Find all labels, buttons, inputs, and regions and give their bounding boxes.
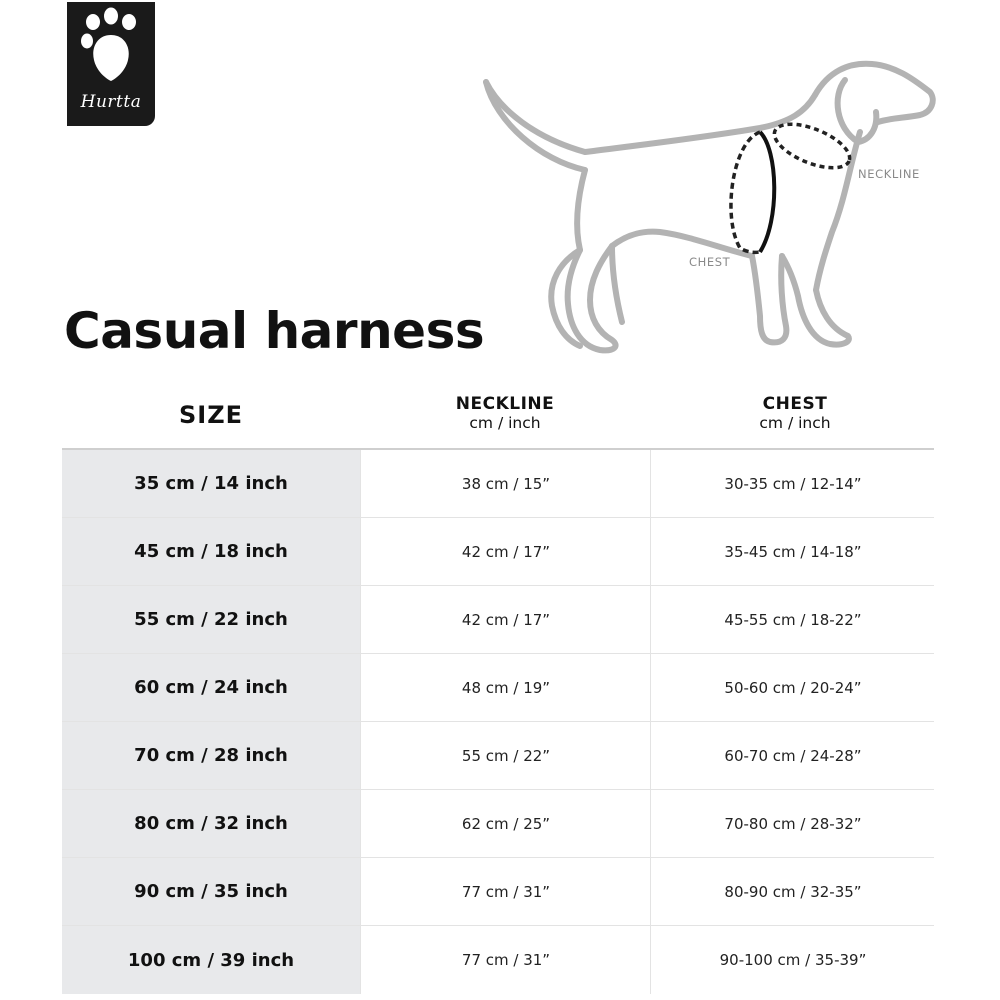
chest-cell: 30-35 cm / 12-14” <box>650 450 935 517</box>
chest-column-header <box>650 378 940 450</box>
neckline-cell: 42 cm / 17” <box>360 586 651 653</box>
size-cell: 60 cm / 24 inch <box>62 654 360 721</box>
neckline-header-label: NECKLINE <box>455 394 555 414</box>
chest-diagram-label: CHEST <box>689 255 731 269</box>
size-cell: 45 cm / 18 inch <box>62 518 360 585</box>
chest-cell: 50-60 cm / 20-24” <box>650 654 935 721</box>
chest-cell: 35-45 cm / 14-18” <box>650 518 935 585</box>
table-row <box>62 586 934 654</box>
chest-header-unit: cm / inch <box>759 414 831 432</box>
chest-cell: 90-100 cm / 35-39” <box>650 926 935 994</box>
table-row <box>62 858 934 926</box>
neckline-column-header <box>360 378 650 450</box>
neckline-cell: 55 cm / 22” <box>360 722 651 789</box>
chest-cell: 45-55 cm / 18-22” <box>650 586 935 653</box>
neckline-cell: 77 cm / 31” <box>360 926 651 994</box>
size-cell: 35 cm / 14 inch <box>62 450 360 517</box>
brand-logo <box>67 2 155 126</box>
brand-wordmark: Hurtta <box>80 92 142 112</box>
table-row <box>62 518 934 586</box>
chest-header-label: CHEST <box>762 394 828 414</box>
size-cell: 70 cm / 28 inch <box>62 722 360 789</box>
dog-outline-illustration <box>470 48 950 358</box>
chest-cell: 80-90 cm / 32-35” <box>650 858 935 925</box>
neckline-cell: 62 cm / 25” <box>360 790 651 857</box>
neckline-cell: 42 cm / 17” <box>360 518 651 585</box>
table-row <box>62 722 934 790</box>
page-title: Casual harness <box>64 302 485 360</box>
size-cell: 100 cm / 39 inch <box>62 926 360 994</box>
size-column-header: SIZE <box>178 401 243 429</box>
table-row <box>62 790 934 858</box>
table-row <box>62 926 934 994</box>
neckline-cell: 77 cm / 31” <box>360 858 651 925</box>
size-cell: 55 cm / 22 inch <box>62 586 360 653</box>
neckline-diagram-label: NECKLINE <box>858 167 920 181</box>
neckline-cell: 38 cm / 15” <box>360 450 651 517</box>
neckline-cell: 48 cm / 19” <box>360 654 651 721</box>
size-cell: 90 cm / 35 inch <box>62 858 360 925</box>
neckline-header-unit: cm / inch <box>469 414 541 432</box>
chest-cell: 70-80 cm / 28-32” <box>650 790 935 857</box>
size-cell: 80 cm / 32 inch <box>62 790 360 857</box>
size-table <box>62 450 934 994</box>
table-row <box>62 450 934 518</box>
table-row <box>62 654 934 722</box>
chest-cell: 60-70 cm / 24-28” <box>650 722 935 789</box>
